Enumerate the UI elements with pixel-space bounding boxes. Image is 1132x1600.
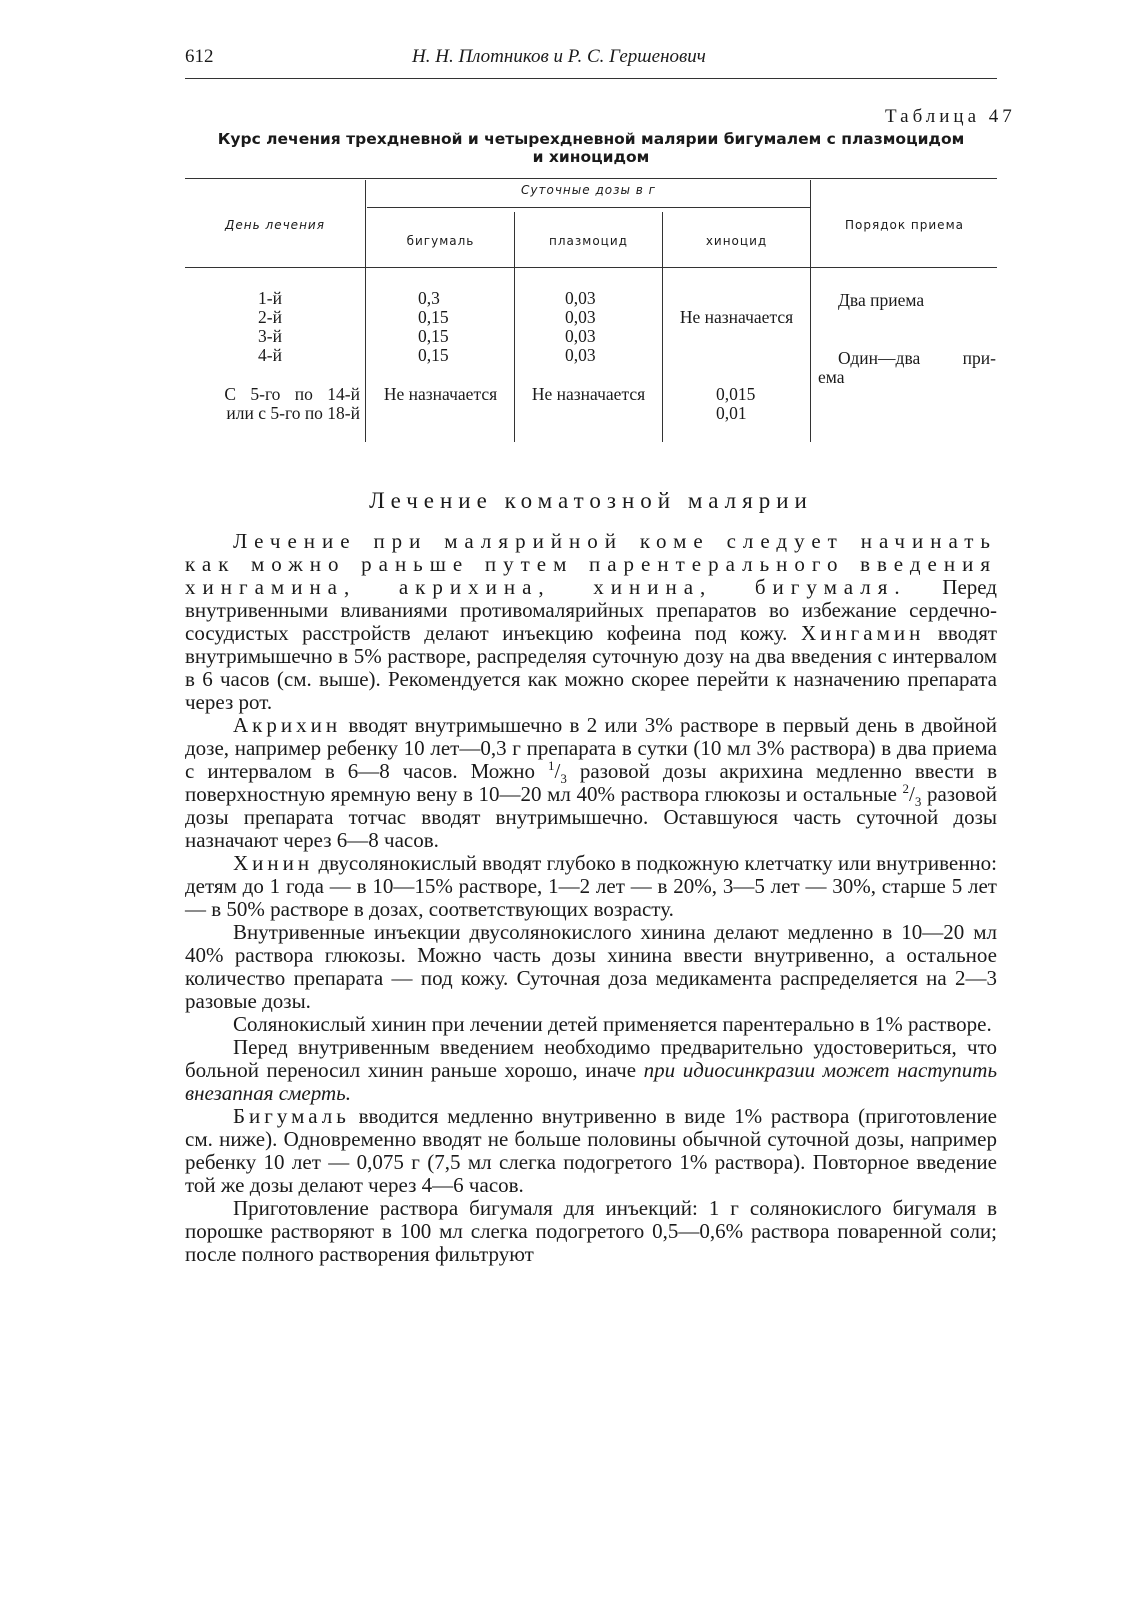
fraction-1-numerator: 1 <box>548 758 555 773</box>
order-second-line-1: Один—два при- <box>838 348 996 368</box>
paragraph-1-part-b: вводят внутримышечно в 5% растворе, распределяя суточную дозу на два введения с интервалом в 6 часов (см. выше). Рекомендуется как можно скорее перейти к назначению препарата через рот. <box>185 621 998 714</box>
bigumal-day-3: 0,15 <box>418 326 449 346</box>
paragraph-1-spaced-lead: Лечение при малярийной коме следует начинать как можно раньше путем парентерального введения хингамина, акрихина, хинина, бигумаля. <box>185 529 997 599</box>
table-header-bottom-rule <box>185 267 997 268</box>
day-3: 3-й <box>258 326 282 346</box>
bigumal-last: Не назначается <box>383 384 498 404</box>
term-hinin: Хинин <box>233 851 314 875</box>
header-day: День лечения <box>225 218 325 232</box>
running-header-authors: Н. Н. Плотников и Р. С. Гершенович <box>412 46 706 67</box>
paragraph-1 <box>185 530 997 714</box>
hinocid-last-2: 0,01 <box>716 403 747 423</box>
paragraph-3-text: двусолянокислый вводят глубоко в подкожную клетчатку или внутривенно: детям до 1 года — в 10—15% растворе, 1—2 лет — в 20%, 3—5 лет — 30%, старше 5 лет — в 50% растворе в дозах, соответствующих возрасту. <box>185 851 998 921</box>
paragraph-5: Солянокислый хинин при лечении детей применяется парентерально в 1% растворе. <box>233 1012 992 1036</box>
paragraph-2-part-b: разовой дозы акрихина медленно ввести в поверхностную яремную вену в 10—20 мл 40% раствора глюкозы и остальные <box>185 759 998 806</box>
hinocid-last-1: 0,015 <box>716 384 756 404</box>
table-top-rule <box>185 178 997 179</box>
order-first: Два приема <box>838 290 925 310</box>
paragraph-6-text: Перед внутривенным введением необходимо предварительно удостовериться, что больной переносил хинин раньше хорошо, иначе <box>185 1035 997 1082</box>
order-second-line-2: ема <box>818 367 845 387</box>
table-group-rule <box>367 207 810 208</box>
header-daily-doses: Суточные дозы в г <box>521 183 656 197</box>
day-1: 1-й <box>258 288 282 308</box>
plasmocid-last: Не назначается <box>531 384 646 404</box>
term-bigumal: Бигумаль <box>233 1104 350 1128</box>
bigumal-day-2: 0,15 <box>418 307 449 327</box>
bigumal-day-1: 0,3 <box>418 288 440 308</box>
section-title: Лечение коматозной малярии <box>369 488 813 513</box>
paragraph-7-text: вводится медленно внутривенно в виде 1% раствора (приготовление см. ниже). Одновременно вводят не больше половины обычной суточной дозы, например ребенку 10 лет — 0,075 г (7,5 мл слегка подогретого 1% раствора). Повторное введение той же дозы делают через 4—6 часов. <box>185 1104 997 1197</box>
day-4: 4-й <box>258 345 282 365</box>
fraction-1-denominator: 3 <box>560 771 567 787</box>
table-label: Таблица 47 <box>885 106 1016 127</box>
day-5-14: С 5-го по 14-й <box>224 384 360 404</box>
header-bigumal: бигумаль <box>406 234 475 248</box>
paragraph-6 <box>185 1036 997 1105</box>
header-order: Порядок приема <box>845 218 964 232</box>
header-plasmocid: плазмоцид <box>549 234 628 248</box>
paragraph-3 <box>185 852 997 921</box>
table-title-line-2: и хиноцидом <box>532 148 650 166</box>
plasmocid-day-2: 0,03 <box>565 307 596 327</box>
term-hingamin: Хингамин <box>801 621 925 645</box>
fraction-2-numerator: 2 <box>902 781 910 796</box>
term-akrihin: Акрихин <box>233 713 342 737</box>
header-hinocid: хиноцид <box>705 234 768 248</box>
body-text <box>185 530 997 1266</box>
fraction-2-denominator: 3 <box>914 794 922 810</box>
day-2: 2-й <box>258 307 282 327</box>
hinocid-first: Не назначается <box>679 307 794 327</box>
plasmocid-day-4: 0,03 <box>565 345 596 365</box>
header-rule <box>185 78 997 79</box>
paragraph-2-part-c: разовой дозы препарата тотчас вводят внутримышечно. Оставшуюся часть суточной дозы назначают через 6—8 часов. <box>185 782 997 852</box>
paragraph-2: Акрихин вводят внутримышечно в 2 или 3% растворе в первый день в двойной дозе, например ребенку 10 лет—0,3 г препарата в сутки (10 мл 3% раствора) в два приема с интервалом в 6—8 часов. Можно $^1/_3$ разовой дозы акрихина медленно ввести в поверхностную яремную вену в 10—20 мл 40% раствора глюкозы и остальные $^2/_3$ разовой дозы препарата тотчас вводят внутримышечно. Оставшуюся часть суточной дозы назначают через 6—8 часов. <box>185 713 998 852</box>
plasmocid-day-3: 0,03 <box>565 326 596 346</box>
table-vline-1 <box>365 180 366 442</box>
table-title-line-1: Курс лечения трехдневной и четырехдневной малярии бигумалем с плазмоцидом <box>217 130 965 148</box>
paragraph-1-part-a: Перед внутривенными вливаниями противомалярийных препаратов во избежание сердечно-сосудистых расстройств делают инъекцию кофеина под кожу. <box>185 575 997 645</box>
paragraph-7 <box>185 1105 997 1197</box>
page-number: 612 <box>185 46 214 67</box>
plasmocid-day-1: 0,03 <box>565 288 596 308</box>
bigumal-day-4: 0,15 <box>418 345 449 365</box>
paragraph-2-part-a: вводят внутримышечно в 2 или 3% растворе в первый день в двойной дозе, например ребенку 10 лет—0,3 г препарата в сутки (10 мл 3% раствора) в два приема с интервалом в 6—8 часов. Можно <box>185 713 997 783</box>
table-vline-4 <box>810 180 811 442</box>
paragraph-4: Внутривенные инъекции двусолянокислого хинина делают медленно в 10—20 мл 40% раствора глюкозы. Можно часть дозы хинина ввести внутривенно, а остальное количество препарата — под кожу. Суточная доза медикамента распределяется на 2—3 разовые дозы. <box>185 920 997 1013</box>
day-5-18: или с 5-го по 18-й <box>226 403 360 423</box>
paragraph-8: Приготовление раствора бигумаля для инъекций: 1 г солянокислого бигумаля в порошке растворяют в 100 мл слегка подогретого 0,5—0,6% раствора поваренной соли; после полного растворения фильтруют <box>185 1196 997 1266</box>
table-title <box>185 130 997 166</box>
paragraph-6-italic: при идиосинкразии может наступить внезапная смерть. <box>185 1058 997 1105</box>
